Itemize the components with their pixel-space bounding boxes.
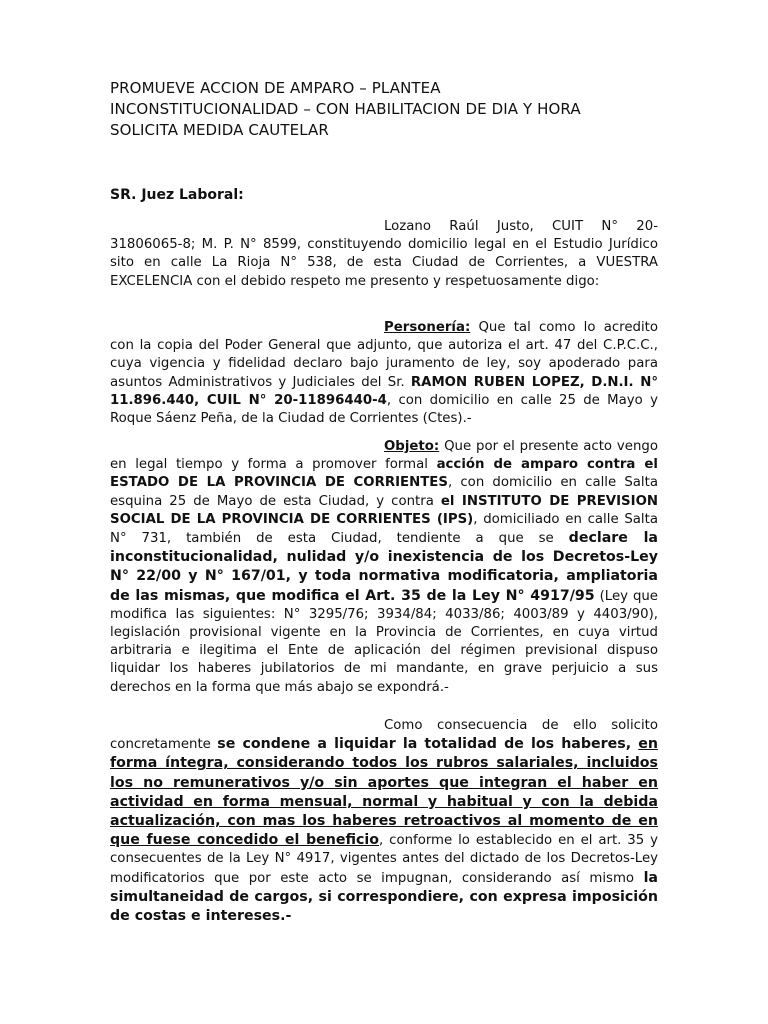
personeria-text: Que tal como lo acredito con la copia del Poder General que adjunto, que autoriza el art. 47 del C.P.C.C., cuya vigencia y fidelidad declaro bajo juramento de ley, soy apoderado para asuntos Administrativos y Judiciales del Sr. <box>110 320 658 390</box>
personeria-heading: Personería: <box>384 320 471 335</box>
personeria-text: , con domicilio en calle 25 de Mayo y Roque Sáenz Peña, de la Ciudad de Corrientes (Ctes).- <box>110 392 658 427</box>
consecuencia-text: Como consecuencia de ello solicito concretamente <box>110 718 658 753</box>
personeria-paragraph <box>110 319 658 428</box>
consecuencia-bold: se condene a liquidar la totalidad de los haberes, <box>217 736 639 753</box>
objeto-text: , domiciliado en calle Salta N° 731, también de esta Ciudad, tendiente a que se <box>110 511 658 547</box>
consecuencia-bold: la simultaneidad de cargos, si correspondiere, con expresa imposición de costas e intereses.- <box>110 869 658 925</box>
intro-text: Lozano Raúl Justo, CUIT N° 20-31806065-8; M. P. N° 8599, constituyendo domicilio legal en el Estudio Jurídico sito en calle La Rioja N° 538, de esta Ciudad de Corrientes, a VUESTRA EXCELENCIA con el debido respeto me presento y respetuosamente digo: <box>110 219 658 289</box>
consecuencia-paragraph <box>110 717 658 926</box>
personeria-client: RAMON RUBEN LOPEZ, D.N.I. N° 11.896.440, CUIL N° 20-11896440-4 <box>110 374 658 408</box>
title-line: SOLICITA MEDIDA CAUTELAR <box>110 121 329 139</box>
title-line: INCONSTITUCIONALIDAD – CON HABILITACION DE DIA Y HORA <box>110 100 581 118</box>
objeto-text: (Ley que modifica las siguientes: N° 3295/76; 3934/84; 4033/86; 4003/89 y 4403/90), legislación provisional vigente en la Provincia de Corrientes, en cuya virtud arbitraria e ilegitima el Ente de aplicación del régimen previsional dispuso liquidar los haberes jubilatorios de mi mandante, en grave perjuicio a sus derechos en la forma que más abajo se expondrá.- <box>110 588 658 695</box>
title-line: PROMUEVE ACCION DE AMPARO – PLANTEA <box>110 79 441 97</box>
document-title <box>110 78 670 141</box>
consecuencia-underlined: en forma íntegra, considerando todos los rubros salariales, incluidos los no remunerativos y/o sin aportes que integran el haber en actividad en forma mensual, normal y habitual y con la debida actualización, con mas los haberes retroactivos al momento de en que fuese concedido el beneficio <box>110 736 658 849</box>
objeto-bold: el INSTITUTO DE PREVISION SOCIAL DE LA PROVINCIA DE CORRIENTES (IPS) <box>110 493 658 527</box>
objeto-bold: declare la inconstitucionalidad, nulidad y/o inexistencia de los Decretos-Ley N° 22/00 y N° 167/01, y toda normativa modificatoria, ampliatoria de las mismas, que modifica el Art. 35 de la Ley N° 4917/95 <box>110 530 659 604</box>
intro-paragraph <box>110 218 658 291</box>
objeto-bold: acción de amparo contra el ESTADO DE LA PROVINCIA DE CORRIENTES <box>110 457 658 491</box>
consecuencia-text: , conforme lo establecido en el art. 35 y consecuentes de la Ley N° 4917, vigentes antes del dictado de los Decretos-Ley modificatorios que por este acto se impugnan, considerando así mismo <box>110 833 658 886</box>
objeto-text: , con domicilio en calle Salta esquina 25 de Mayo de esta Ciudad, y contra <box>110 475 658 509</box>
objeto-paragraph <box>110 438 658 697</box>
addressee: SR. Juez Laboral: <box>110 187 244 203</box>
objeto-heading: Objeto: <box>384 439 440 454</box>
objeto-text: Que por el presente acto vengo en legal tiempo y forma a promover formal <box>110 439 658 473</box>
